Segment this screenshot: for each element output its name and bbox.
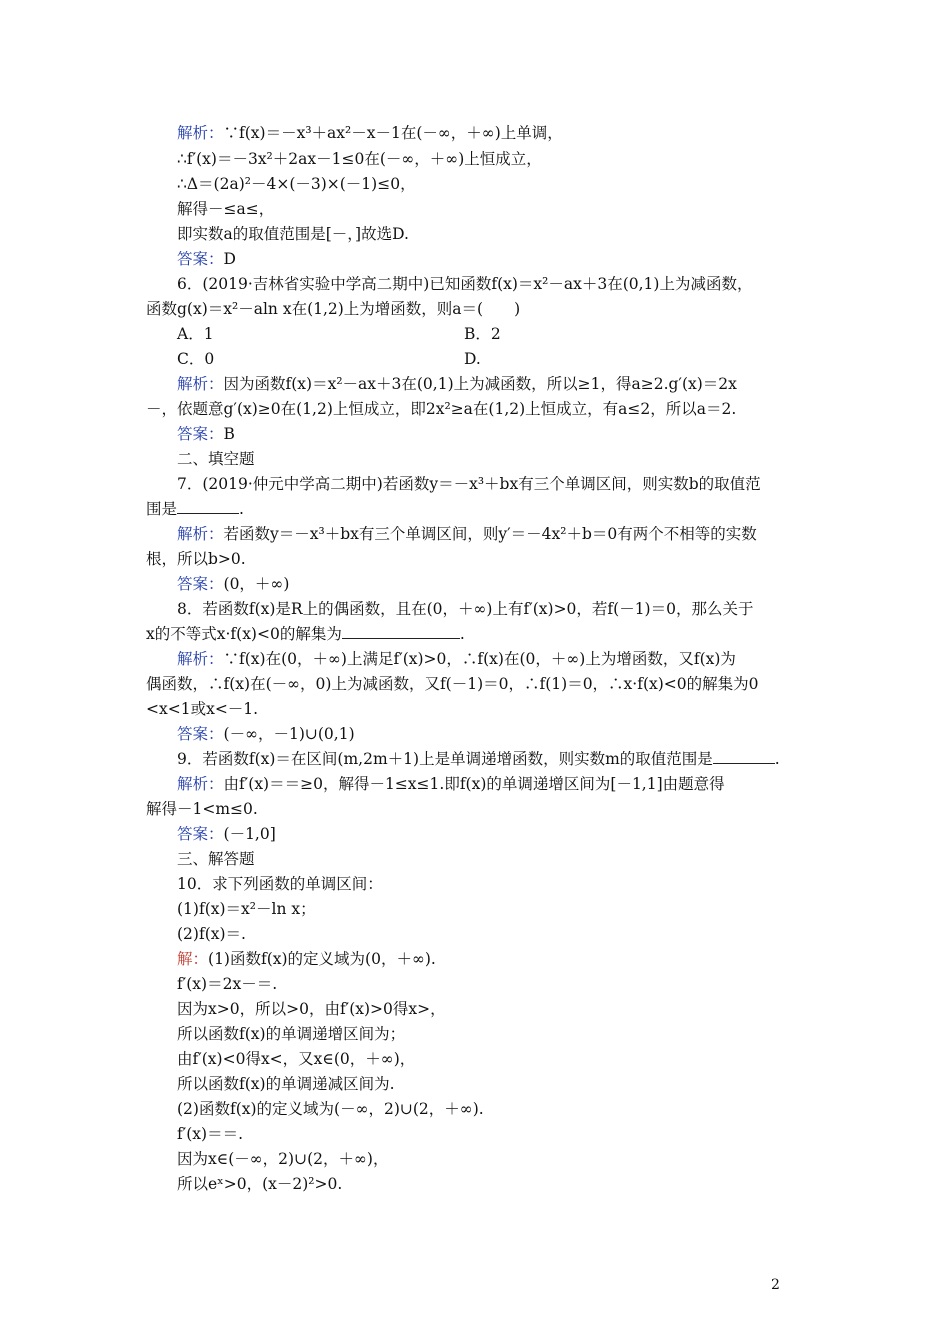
line-text: f′(x)＝＝. — [177, 1125, 244, 1143]
line-text: f′(x)＝2x－＝. — [177, 975, 278, 993]
text-line — [177, 973, 277, 995]
text-line — [177, 573, 289, 595]
line-text: 三、解答题 — [177, 850, 255, 868]
line-text: 因为x>0，所以>0，由f′(x)>0得x>， — [177, 1000, 446, 1018]
fill-in-blank — [177, 499, 239, 514]
text-line — [146, 698, 258, 720]
line-text: <x<1或x<－1. — [146, 700, 259, 718]
text-line — [177, 648, 736, 670]
line-text: 二、填空题 — [177, 450, 255, 468]
text-line — [177, 1023, 405, 1045]
analysis-label: 解析： — [177, 375, 224, 393]
text-line — [177, 348, 481, 370]
line-text: 因为函数f(x)＝x²－ax＋3在(0,1)上为减函数，所以≥1，得a≥2.g′(x)＝2x — [223, 375, 737, 393]
text-line — [146, 548, 246, 570]
line-text: 7．(2019·仲元中学高二期中)若函数y＝－x³＋bx有三个单调区间，则实数b的取值范 — [177, 475, 761, 493]
text-line — [146, 673, 759, 695]
text-line — [177, 473, 761, 495]
line-text: (1)函数f(x)的定义域为(0，＋∞). — [208, 950, 436, 968]
text-line — [146, 498, 244, 520]
text-line — [177, 173, 416, 195]
line-text: 偶函数，∴f(x)在(－∞，0)上为减函数，又f(－1)＝0，∴f(1)＝0，∴x·f(x)<0的解集为0 — [146, 675, 759, 693]
text-line — [177, 122, 563, 144]
line-text: 8．若函数f(x)是R上的偶函数，且在(0，＋∞)上有f′(x)>0，若f(－1)＝0，那么关于 — [177, 600, 754, 618]
text-line — [177, 1148, 388, 1170]
text-line — [177, 1073, 395, 1095]
line-text-tail: . — [239, 500, 244, 518]
line-text: 6．(2019·吉林省实验中学高二期中)已知函数f(x)＝x²－ax＋3在(0,1)上为减函数， — [177, 275, 753, 293]
text-line — [177, 1048, 415, 1070]
line-text: C．0 — [177, 350, 215, 368]
line-text: ∴f′(x)＝－3x²＋2ax－1≤0在(－∞，＋∞)上恒成立， — [177, 150, 542, 168]
text-line — [177, 773, 725, 795]
answer-label: 答案： — [177, 425, 224, 443]
answer-label: 答案： — [177, 575, 224, 593]
text-line — [177, 1173, 342, 1195]
text-line — [177, 923, 246, 945]
text-line — [177, 198, 274, 220]
text-line — [177, 823, 276, 845]
line-text: 由f′(x)<0得x<，又x∈(0，＋∞)， — [177, 1050, 416, 1068]
line-text: (2)f(x)＝. — [177, 925, 246, 943]
text-line — [177, 1123, 243, 1145]
line-text: 由f′(x)＝＝≥0，解得－1≤x≤1.即f(x)的单调递增区间为[－1,1]由题意得 — [223, 775, 725, 793]
analysis-label: 解析： — [177, 525, 224, 543]
line-text: 解得－≤a≤， — [177, 200, 275, 218]
text-line — [177, 323, 501, 345]
line-text: ∵f(x)在(0，＋∞)上满足f′(x)>0，∴f(x)在(0，＋∞)上为增函数，又f(x)为 — [223, 650, 736, 668]
text-line — [146, 398, 736, 420]
line-text: 根，所以b>0. — [146, 550, 246, 568]
text-line — [177, 748, 780, 770]
answer-label: 答案： — [177, 825, 224, 843]
line-text-tail: . — [459, 625, 465, 643]
text-line — [177, 273, 752, 295]
line-text: 函数g(x)＝x²－aln x在(1,2)上为增函数，则a＝( ) — [146, 300, 521, 318]
analysis-label: 解析： — [177, 650, 224, 668]
line-text: (2)函数f(x)的定义域为(－∞，2)∪(2，＋∞). — [177, 1100, 484, 1118]
text-line — [177, 248, 236, 270]
line-text: x的不等式x·f(x)<0的解集为 — [146, 625, 342, 643]
line-text: 围是 — [146, 500, 178, 518]
text-line — [146, 798, 258, 820]
line-text: D — [223, 250, 236, 268]
text-line — [146, 623, 465, 645]
line-text: 10．求下列函数的单调区间： — [177, 875, 383, 893]
line-text: A．1 — [177, 325, 214, 343]
page-number: 2 — [771, 1277, 780, 1293]
line-text: (－1,0] — [223, 825, 276, 843]
line-text: 若函数y＝－x³＋bx有三个单调区间，则y′＝－4x²＋b＝0有两个不相等的实数 — [223, 525, 757, 543]
answer-label: 答案： — [177, 725, 224, 743]
text-line — [177, 873, 383, 895]
fill-in-blank — [342, 624, 460, 639]
text-line — [177, 948, 436, 970]
line-text: 所以eˣ>0，(x－2)²>0. — [177, 1175, 343, 1193]
line-text: 9．若函数f(x)＝在区间(m,2m＋1)上是单调递增函数，则实数m的取值范围是 — [177, 750, 713, 768]
line-text: ∵f(x)＝－x³＋ax²－x－1在(－∞，＋∞)上单调， — [223, 124, 563, 142]
answer-label: 答案： — [177, 250, 224, 268]
text-line — [177, 423, 235, 445]
line-text: ∴Δ＝(2a)²－4×(－3)×(－1)≤0， — [177, 175, 416, 193]
text-line — [177, 848, 255, 870]
line-text: －，依题意g′(x)≥0在(1,2)上恒成立，即2x²≥a在(1,2)上恒成立，有a≤2，所以a＝2. — [146, 400, 737, 418]
text-line — [177, 998, 446, 1020]
text-line — [177, 448, 255, 470]
text-line — [177, 723, 355, 745]
option-second-column: B．2 — [464, 325, 501, 343]
fill-in-blank — [713, 749, 775, 764]
text-line — [177, 598, 753, 620]
text-line — [177, 373, 737, 395]
line-text-tail: . — [774, 750, 780, 768]
text-line — [177, 523, 757, 545]
line-text: 所以函数f(x)的单调递增区间为； — [177, 1025, 406, 1043]
text-line — [146, 298, 520, 320]
text-line — [177, 898, 316, 920]
option-second-column: D. — [464, 350, 481, 368]
analysis-label: 解析： — [177, 775, 224, 793]
analysis-label: 解析： — [177, 124, 224, 142]
text-line — [177, 223, 409, 245]
text-line — [177, 148, 542, 170]
line-text: (1)f(x)＝x²－ln x； — [177, 900, 316, 918]
solution-label: 解： — [177, 950, 209, 968]
text-line — [177, 1098, 484, 1120]
line-text: 即实数a的取值范围是[－，]故选D. — [177, 225, 409, 243]
line-text: 解得－1<m≤0. — [146, 800, 258, 818]
line-text: B — [223, 425, 235, 443]
line-text: 因为x∈(－∞，2)∪(2，＋∞)， — [177, 1150, 389, 1168]
line-text: (0，＋∞) — [223, 575, 290, 593]
line-text: (－∞，－1)∪(0,1) — [223, 725, 355, 743]
line-text: 所以函数f(x)的单调递减区间为. — [177, 1075, 395, 1093]
